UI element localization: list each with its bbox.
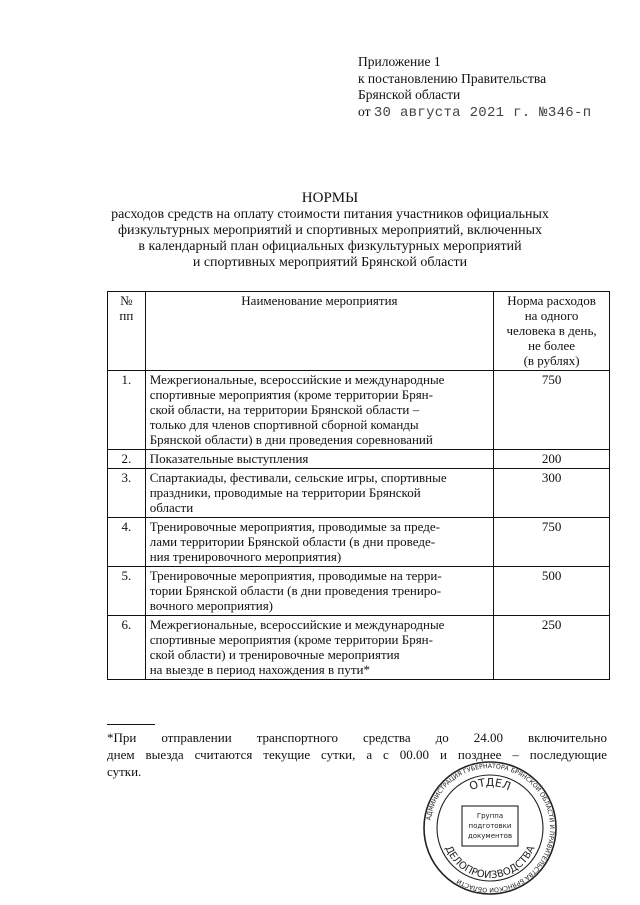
row-name-line: Межрегиональные, всероссийские и международные <box>149 372 445 387</box>
row-name-line: Тренировочные мероприятия, проводимые за преде- <box>149 519 440 534</box>
row-name-line: праздники, проводимые на территории Брянской <box>149 485 421 500</box>
title-line: и спортивных мероприятий Брянской области <box>192 255 468 270</box>
appendix-resolution-line: к постановлению Правительства <box>358 70 547 86</box>
table-row <box>108 567 610 616</box>
stamp-center-line: документов <box>467 832 513 840</box>
header-norm-line: (в рублях) <box>523 353 580 368</box>
appendix-date-line <box>358 104 591 122</box>
stamp-center-line: Группа <box>476 812 504 820</box>
table-header-row <box>108 292 610 371</box>
appendix-header <box>358 54 591 121</box>
date-prefix: от <box>358 103 371 119</box>
row-norm: 750 <box>494 518 610 567</box>
row-number: 3. <box>108 469 146 518</box>
title-heading: НОРМЫ <box>301 190 359 206</box>
stamp-ring-bottom-text: ДЕЛОПРОИЗВОДСТВА <box>442 844 538 882</box>
table-row <box>108 371 610 450</box>
header-norm-line: человека в день, <box>506 323 597 338</box>
row-name-line: Спартакиады, фестивали, сельские игры, спортивные <box>149 470 447 485</box>
row-name-line: только для членов спортивной сборной команды <box>149 417 419 432</box>
table-row <box>108 616 610 680</box>
stamp-outer-text: АДМИНИСТРАЦИЯ ГУБЕРНАТОРА БРЯНСКОЙ ОБЛАСТИ И ПРАВИТЕЛЬСТВА БРЯНСКОЙ ОБЛАСТИ <box>425 762 556 894</box>
row-number: 5. <box>108 567 146 616</box>
footnote-line: днем выезда считаются текущие сутки, а с 00.00 и позднее – последующие <box>107 747 607 762</box>
row-number: 6. <box>108 616 146 680</box>
row-norm: 750 <box>494 371 610 450</box>
header-number <box>108 292 146 371</box>
row-name <box>145 469 493 518</box>
stamp-ring-top-text: ОТДЕЛ <box>467 775 513 794</box>
row-name-line: ской области) и тренировочные мероприятия <box>149 647 400 662</box>
row-norm: 200 <box>494 450 610 469</box>
header-norm-line: Норма расходов <box>507 293 596 308</box>
row-name-line: тории Брянской области (в дни проведения трениро- <box>149 583 442 598</box>
table-row <box>108 469 610 518</box>
row-name-line: Межрегиональные, всероссийские и международные <box>149 617 445 632</box>
table-row <box>108 450 610 469</box>
title-line: расходов средств на оплату стоимости питания участников официальных <box>111 207 549 222</box>
row-norm: 300 <box>494 469 610 518</box>
row-norm: 250 <box>494 616 610 680</box>
title-line: физкультурных мероприятий и спортивных мероприятий, включенных <box>117 223 543 238</box>
row-name-line: Брянской области) в дни проведения соревнований <box>149 432 433 447</box>
row-name <box>145 518 493 567</box>
row-name-line: Тренировочные мероприятия, проводимые на терри- <box>149 568 442 583</box>
header-name: Наименование мероприятия <box>145 292 493 371</box>
row-name-line: области <box>149 500 194 515</box>
row-name-line: Показательные выступления <box>149 451 309 466</box>
date-typed: 30 августа 2021 г. №346-п <box>373 104 592 121</box>
document-title <box>70 190 590 271</box>
footnote-line: *При отправлении транспортного средства до 24.00 включительно <box>107 730 607 745</box>
title-line: в календарный план официальных физкультурных мероприятий <box>138 239 522 254</box>
row-name <box>145 567 493 616</box>
row-name <box>145 450 493 469</box>
row-name-line: спортивные мероприятия (кроме территории Брян- <box>149 387 433 402</box>
row-name-line: спортивные мероприятия (кроме территории Брян- <box>149 632 433 647</box>
header-number-line: пп <box>119 308 134 323</box>
row-norm: 500 <box>494 567 610 616</box>
row-name-line: лами территории Брянской области (в дни проведе- <box>149 534 436 549</box>
footnote-separator <box>107 724 155 725</box>
department-stamp <box>422 760 558 896</box>
row-name-line: на выезде в период нахождения в пути* <box>149 662 370 677</box>
header-norm-line: не более <box>528 338 576 353</box>
row-name <box>145 616 493 680</box>
table-row <box>108 518 610 567</box>
row-number: 4. <box>108 518 146 567</box>
appendix-region-line: Брянской области <box>358 87 461 102</box>
footnote-line: сутки. <box>107 764 142 779</box>
stamp-center-line: подготовки <box>468 822 512 830</box>
row-name-line: ния тренировочного мероприятия) <box>149 549 342 564</box>
row-number: 1. <box>108 371 146 450</box>
header-number-line: № <box>120 293 133 308</box>
row-name <box>145 371 493 450</box>
appendix-title: Приложение 1 <box>358 54 441 69</box>
row-name-line: вочного мероприятия) <box>149 598 274 613</box>
norms-table <box>107 291 610 680</box>
row-name-line: ской области, на территории Брянской области – <box>149 402 420 417</box>
row-number: 2. <box>108 450 146 469</box>
header-norm <box>494 292 610 371</box>
header-norm-line: на одного <box>524 308 579 323</box>
